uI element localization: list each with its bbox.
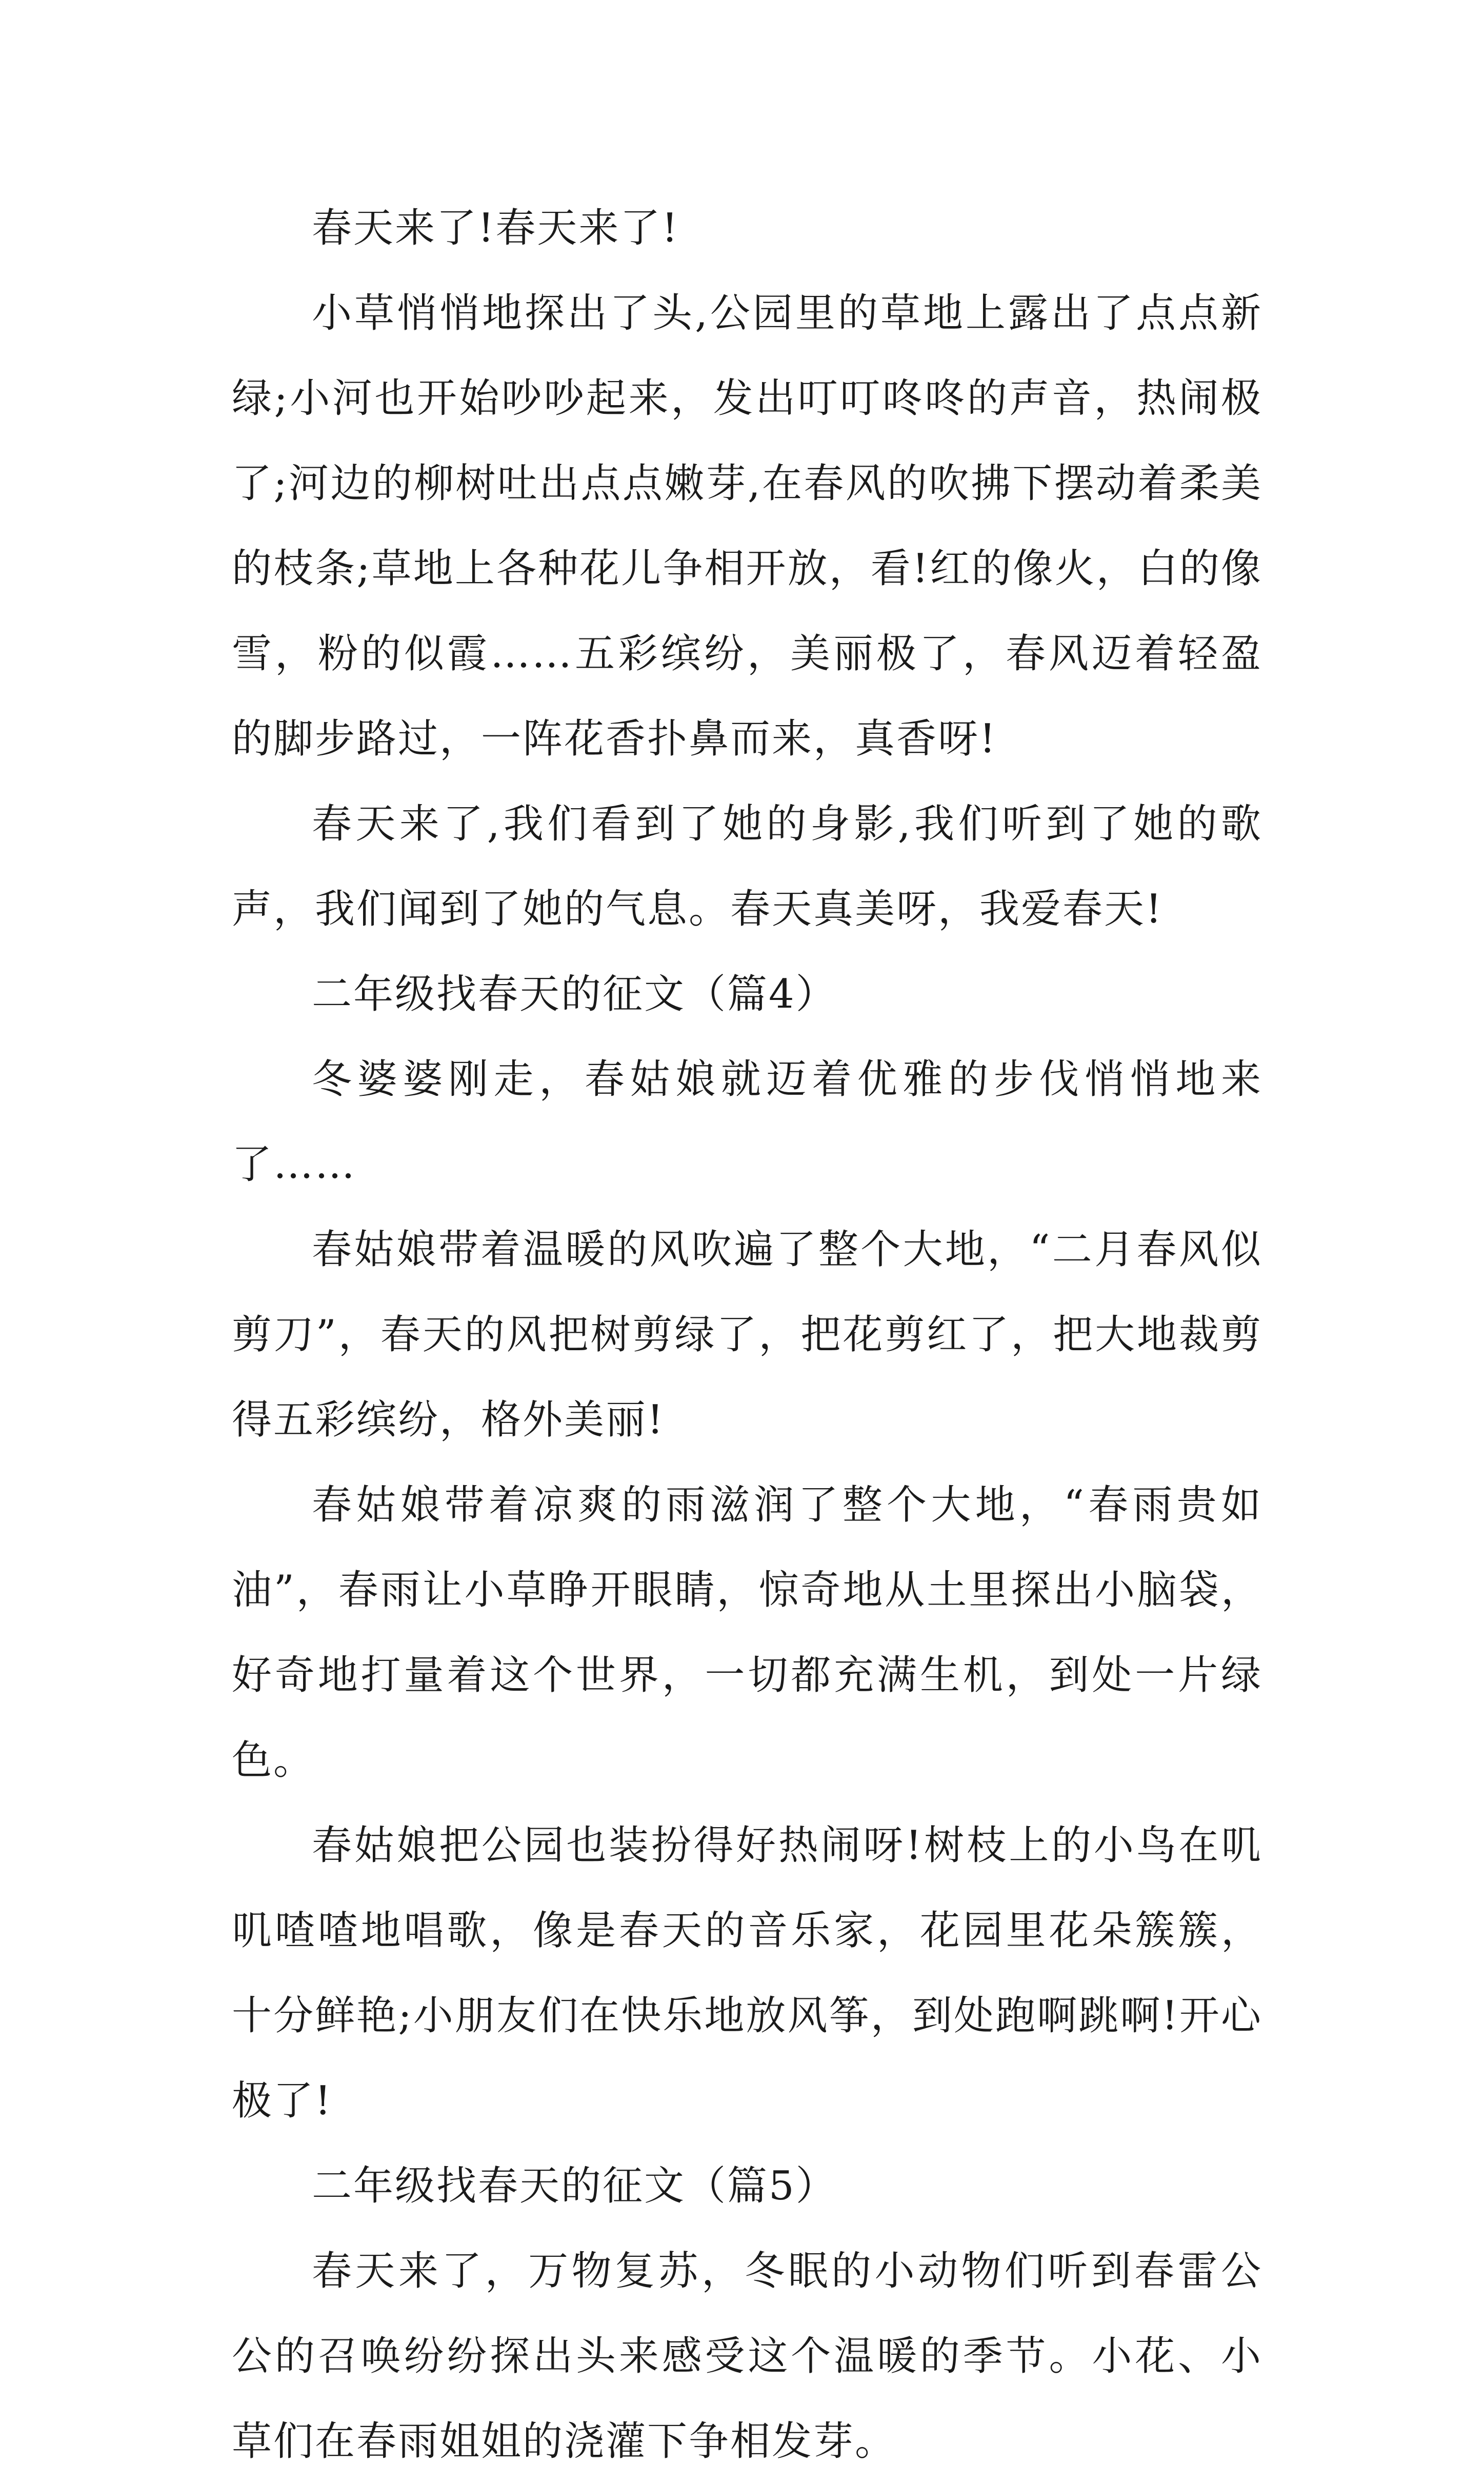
article-body (232, 186, 1262, 2484)
section-heading-part-5: 二年级找春天的征文（篇5） (312, 2163, 837, 2209)
paragraph-grass-river-willow: 小草悄悄地探出了头,公园里的草地上露出了点点新绿;小河也开始吵吵起来，发出叮叮咚咚的声音，热闹极了;河边的柳树吐出点点嫩芽,在春风的吹拂下摆动着柔美的枝条;草地上各种花儿争相开放，看!红的像火，白的像雪，粉的似霞……五彩缤纷，美丽极了，春风迈着轻盈的脚步路过，一阵花香扑鼻而来，真香呀! (232, 290, 1262, 762)
paragraph-park-lively: 春姑娘把公园也装扮得好热闹呀!树枝上的小鸟在叽叽喳喳地唱歌，像是春天的音乐家，花园里花朵簇簇，十分鲜艳;小朋友们在快乐地放风筝，到处跑啊跳啊!开心极了! (232, 1822, 1262, 2124)
section-heading-part-4: 二年级找春天的征文（篇4） (312, 971, 837, 1017)
paragraph-spring-arrived: 春天来了!春天来了! (312, 205, 679, 251)
paragraph-everything-revives: 春天来了，万物复苏，冬眠的小动物们听到春雷公公的召唤纷纷探出头来感受这个温暖的季节。小花、小草们在春雨姐姐的浇灌下争相发芽。 (232, 2248, 1262, 2465)
paragraph-spring-wind: 春姑娘带着温暖的风吹遍了整个大地，“二月春风似剪刀”，春天的风把树剪绿了，把花剪红了，把大地裁剪得五彩缤纷，格外美丽! (232, 1227, 1262, 1443)
paragraph-spring-rain: 春姑娘带着凉爽的雨滋润了整个大地，“春雨贵如油”，春雨让小草睁开眼睛，惊奇地从土里探出小脑袋，好奇地打量着这个世界，一切都充满生机，到处一片绿色。 (232, 1482, 1262, 1784)
paragraph-we-love-spring: 春天来了,我们看到了她的身影,我们听到了她的歌声，我们闻到了她的气息。春天真美呀，我爱春天! (232, 801, 1262, 932)
paragraph-winter-leaves: 冬婆婆刚走，春姑娘就迈着优雅的步伐悄悄地来了…… (232, 1056, 1262, 1188)
